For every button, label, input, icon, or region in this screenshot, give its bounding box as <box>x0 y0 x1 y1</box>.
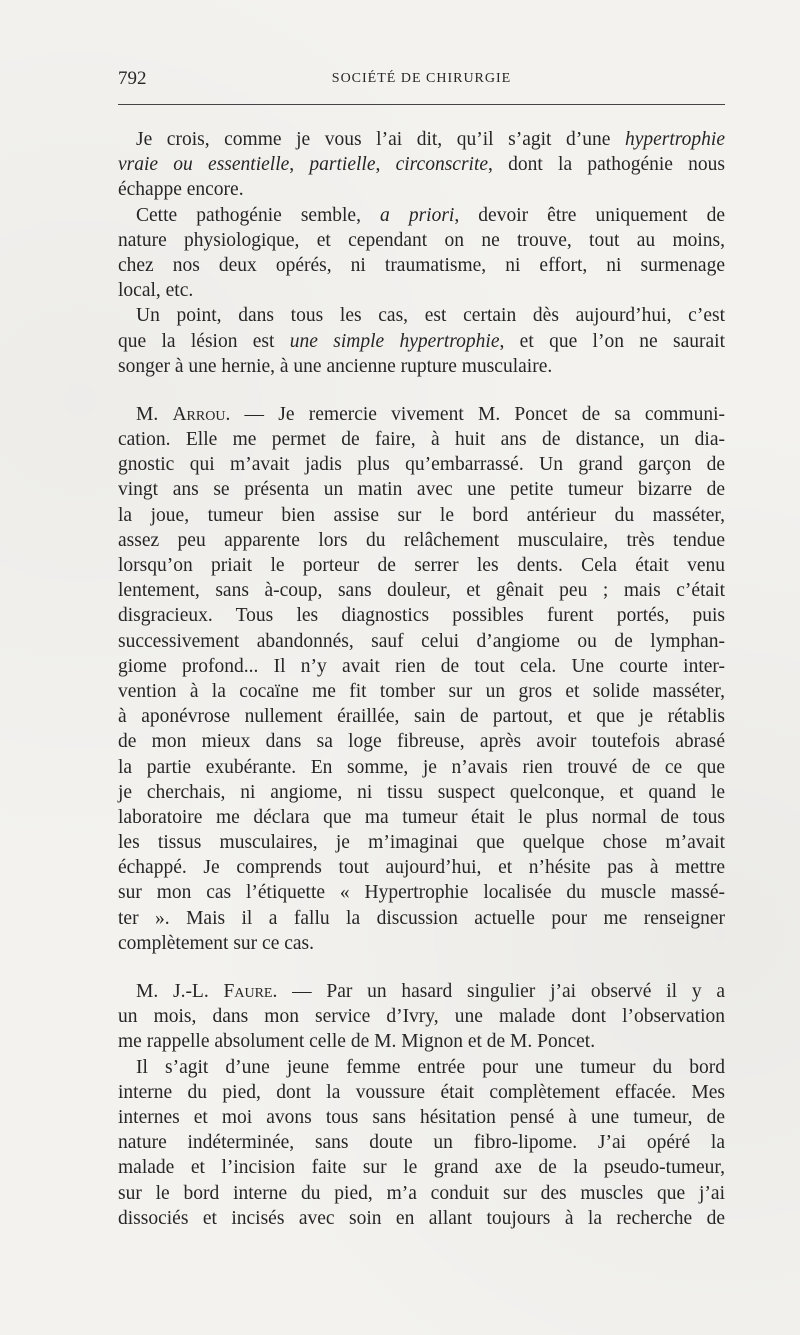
text-run: , et que l’on ne saurait <box>499 330 725 352</box>
text-line <box>118 855 725 880</box>
text-run: successivement abandonnés, sauf celui d’angiome ou de lymphan- <box>118 630 725 652</box>
text-line <box>118 203 725 228</box>
text-run: internes et moi avons tous sans hésitation pensé à une tumeur, de <box>118 1106 725 1128</box>
text-line <box>118 1004 725 1029</box>
text-run: de mon mieux dans sa loge fibreuse, après avoir toutefois abrasé <box>118 731 725 753</box>
text-run: giome profond... Il n’y avait rien de tout cela. Une courte inter- <box>118 655 725 677</box>
text-run: songer à une hernie, à une ancienne rupture musculaire. <box>118 355 553 377</box>
text-run: , devoir être uniquement de <box>454 204 726 226</box>
running-title: SOCIÉTÉ DE CHIRURGIE <box>331 71 512 86</box>
text-line <box>118 679 725 704</box>
text-run: que la lésion est <box>118 330 290 352</box>
text-run: M. <box>136 403 173 425</box>
text-line <box>118 629 725 654</box>
text-run: complètement sur ce cas. <box>118 932 314 954</box>
text-run: local, etc. <box>118 280 194 302</box>
text-run: , <box>289 154 310 176</box>
text-run: les tissus musculaires, je m’imaginai que quelque chose m’avait <box>118 832 725 854</box>
text-run: la partie exubérante. En somme, je n’avais rien trouvé de ce que <box>118 756 725 778</box>
text-run: nature indéterminée, sans doute un fibro-lipome. J’ai opéré la <box>118 1132 725 1154</box>
text-run: . — Je remercie vivement M. Poncet de sa communi- <box>225 403 725 425</box>
text-line <box>118 880 725 905</box>
text-line <box>118 278 725 303</box>
header-rule <box>118 104 725 105</box>
text-run: chez nos deux opérés, ni traumatisme, ni effort, ni surmenage <box>118 254 725 276</box>
text-run: Il s’agit d’une jeune femme entrée pour une tumeur du bord <box>136 1056 725 1078</box>
text-run: lorsqu’on priait le porteur de serrer les dents. Cela était venu <box>118 555 725 576</box>
text-run: Un point, dans tous les cas, est certain dès aujourd’hui, c’est <box>136 305 725 327</box>
text-line <box>118 303 725 328</box>
text-run: échappe encore. <box>118 179 244 201</box>
text-run: laboratoire me déclara que ma tumeur était le plus normal de tous <box>118 806 725 828</box>
text-line <box>118 1130 725 1155</box>
text-line <box>118 1055 725 1080</box>
text-run: disgracieux. Tous les diagnostics possibles furent portés, puis <box>118 605 725 627</box>
text-line <box>118 729 725 754</box>
text-line <box>118 477 725 502</box>
italic-text: vraie ou essentielle <box>118 154 290 176</box>
text-run: ter ». Mais il a fallu la discussion actuelle pour me renseigner <box>118 907 725 929</box>
paragraph <box>118 402 725 956</box>
text-run: je cherchais, ni angiome, ni tissu suspect quelconque, et quand le <box>118 781 725 803</box>
text-run: sur le bord interne du pied, m’a conduit sur des muscles que j’ai <box>118 1182 725 1204</box>
text-line <box>118 127 725 152</box>
page-body <box>118 127 725 1231</box>
paragraph <box>118 1055 725 1231</box>
text-run: assez peu apparente lors du relâchement musculaire, très tendue <box>118 529 725 551</box>
text-line <box>118 228 725 253</box>
text-run: Cette pathogénie semble, <box>136 204 381 226</box>
text-run: Je crois, comme je vous l’ai dit, qu’il s’agit d’une <box>136 129 625 150</box>
paragraph <box>118 203 725 304</box>
text-section <box>118 127 725 379</box>
text-line <box>118 1029 725 1054</box>
paragraph <box>118 979 725 1055</box>
italic-text: a priori <box>380 204 455 226</box>
text-line <box>118 354 725 379</box>
italic-text: une simple hypertrophie <box>289 330 500 352</box>
paragraph <box>118 303 725 379</box>
italic-text: partielle <box>309 154 376 176</box>
text-line <box>118 1080 725 1105</box>
text-line <box>118 578 725 603</box>
text-run: interne du pied, dont la voussure était complètement effacée. Mes <box>118 1081 725 1103</box>
text-line <box>118 427 725 452</box>
text-run: dissociés et incisés avec soin en allant toujours à la recherche de <box>118 1207 725 1229</box>
speaker-name: Arrou <box>172 403 226 425</box>
text-run: . — Par un hasard singulier j’ai observé il y a <box>272 981 725 1002</box>
text-run: un mois, dans mon service d’Ivry, une malade dont l’observation <box>118 1006 725 1028</box>
text-line <box>118 253 725 278</box>
text-line <box>118 805 725 830</box>
text-line <box>118 329 725 354</box>
text-run: lentement, sans à-coup, sans douleur, et gênait peu ; mais c’était <box>118 580 725 602</box>
italic-text: hypertrophie <box>624 129 725 150</box>
text-line <box>118 1206 725 1231</box>
text-run: la joue, tumeur bien assise sur le bord antérieur du masséter, <box>118 504 725 526</box>
text-run: échappé. Je comprends tout aujourd’hui, et n’hésite pas à mettre <box>118 857 725 879</box>
text-line <box>118 755 725 780</box>
text-line <box>118 931 725 956</box>
text-line <box>118 1181 725 1206</box>
text-run: gnostic qui m’avait jadis plus qu’embarrassé. Un grand garçon de <box>118 454 725 476</box>
text-run: vention à la cocaïne me fit tomber sur un gros et solide masséter, <box>118 680 725 702</box>
text-run: me rappelle absolument celle de M. Mignon et de M. Poncet. <box>118 1031 596 1053</box>
running-header <box>118 68 725 94</box>
text-run: M. J.-L. <box>136 981 224 1002</box>
text-run: sur mon cas l’étiquette « Hypertrophie localisée du muscle massé- <box>118 882 725 904</box>
page-number: 792 <box>118 68 147 89</box>
text-run: à aponévrose nullement éraillée, sain de partout, et que je rétablis <box>118 706 725 728</box>
text-run: , <box>375 154 396 176</box>
italic-text: circonscrite <box>395 154 489 176</box>
text-line <box>118 780 725 805</box>
text-line <box>118 603 725 628</box>
text-run: nature physiologique, et cependant on ne trouve, tout au moins, <box>118 229 725 251</box>
text-line <box>118 1155 725 1180</box>
text-line <box>118 906 725 931</box>
text-run: malade et l’incision faite sur le grand axe de la pseudo-tumeur, <box>118 1157 725 1179</box>
text-section <box>118 979 725 1231</box>
text-line <box>118 528 725 553</box>
text-section <box>118 402 725 956</box>
text-line <box>118 402 725 427</box>
text-line <box>118 830 725 855</box>
text-run: cation. Elle me permet de faire, à huit ans de distance, un dia- <box>118 429 725 451</box>
text-run: , dont la pathogénie nous <box>488 154 726 176</box>
text-line <box>118 654 725 679</box>
text-line <box>118 152 725 177</box>
speaker-name: Faure <box>223 981 273 1002</box>
paragraph <box>118 127 725 203</box>
text-line <box>118 177 725 202</box>
text-line <box>118 503 725 528</box>
text-line <box>118 553 725 578</box>
text-line <box>118 1105 725 1130</box>
text-run: vingt ans se présenta un matin avec une petite tumeur bizarre de <box>118 479 725 501</box>
text-line <box>118 979 725 1004</box>
text-line <box>118 704 725 729</box>
text-line <box>118 452 725 477</box>
